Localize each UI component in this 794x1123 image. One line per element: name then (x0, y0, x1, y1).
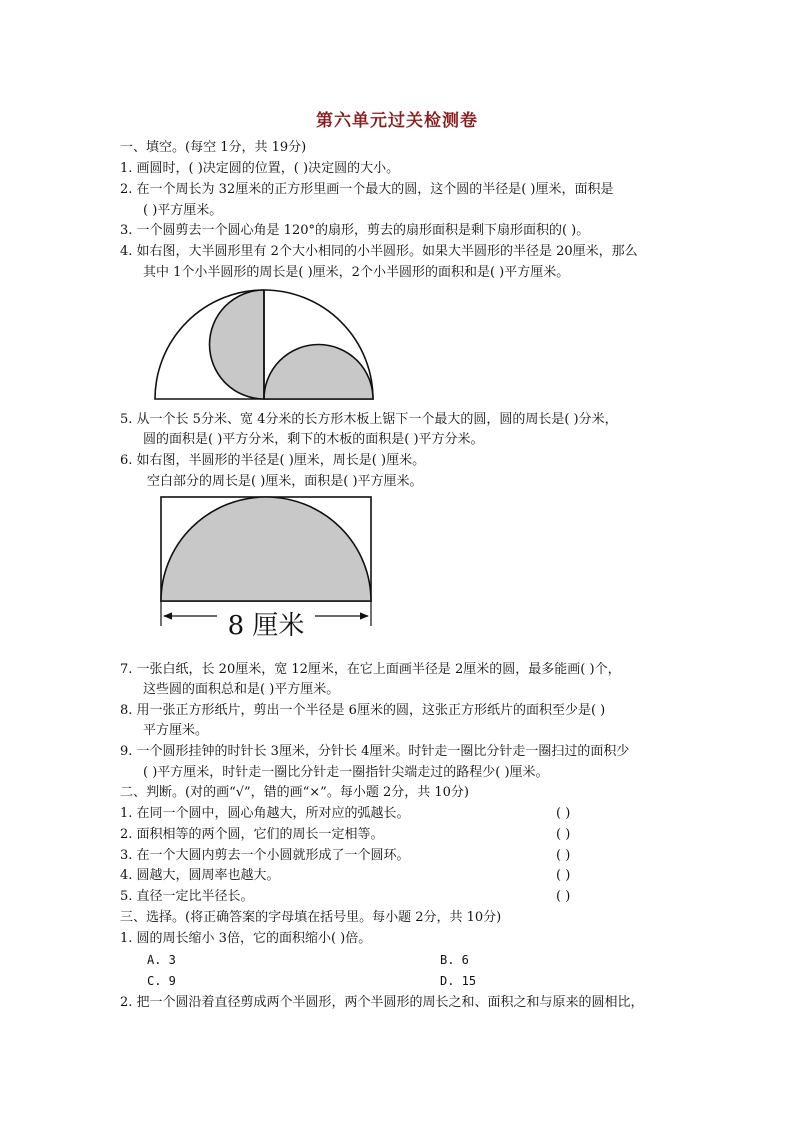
judgement-answer-5: ( ) (556, 889, 571, 904)
figure-q4-semicircles (150, 285, 380, 405)
choice-option-a: A. 3 (147, 953, 176, 967)
question-1-2-line1: 2. 在一个周长为 32厘米的正方形里画一个最大的圆，这个圆的半径是( )厘米，面积是 (120, 182, 614, 197)
choice-question-2: 2. 把一个圆沿着直径剪成两个半圆形，两个半圆形的周长之和、面积之和与原来的圆相比， (120, 995, 644, 1010)
question-1-7-line2: 这些圆的面积总和是( )平方厘米。 (143, 682, 340, 697)
choice-option-d: D. 15 (440, 974, 477, 988)
figure-q6-dimension-label: 8 厘米 (227, 611, 305, 641)
judgement-answer-1: ( ) (556, 806, 571, 821)
question-1-6-line1: 6. 如右图，半圆形的半径是( )厘米，周长是( )厘米。 (120, 453, 426, 468)
question-1-5-line1: 5. 从一个长 5分米、宽 4分米的长方形木板上锯下一个最大的圆，圆的周长是( )分米， (120, 412, 618, 427)
question-1-8-line2: 平方厘米。 (143, 723, 209, 738)
question-1-4-line2: 其中 1个小半圆形的周长是( )厘米，2个小半圆形的面积和是( )平方厘米。 (143, 265, 570, 280)
judgement-item-5: 5. 直径一定比半径长。 (120, 889, 254, 904)
question-1-6-line2: 空白部分的周长是( )厘米，面积是( )平方厘米。 (147, 474, 423, 489)
question-1-3: 3. 一个圆剪去一个圆心角是 120°的扇形，剪去的扇形面积是剩下扇形面积的( )。 (120, 223, 590, 238)
question-1-5-line2: 圆的面积是( )平方分米，剩下的木板的面积是( )平方分米。 (143, 432, 484, 447)
judgement-answer-2: ( ) (556, 827, 571, 842)
question-1-7-line1: 7. 一张白纸，长 20厘米，宽 12厘米，在它上面画半径是 2厘米的圆，最多能画( )个， (120, 662, 621, 677)
section1-heading: 一、填空。(每空 1分，共 19分) (120, 140, 307, 155)
question-1-2-line2: ( )平方厘米。 (143, 203, 223, 218)
page-title: 第六单元过关检测卷 (316, 111, 478, 131)
question-1-9-line1: 9. 一个圆形挂钟的时针长 3厘米，分针长 4厘米。时针走一圈比分针走一圈扫过的面积少 (120, 744, 630, 759)
choice-option-b: B. 6 (440, 953, 469, 967)
question-1-8-line1: 8. 用一张正方形纸片，剪出一个半径是 6厘米的圆，这张正方形纸片的面积至少是( ) (120, 703, 606, 718)
question-1-4-line1: 4. 如右图，大半圆形里有 2个大小相同的小半圆形。如果大半圆形的半径是 20厘米，那么 (120, 244, 638, 259)
question-1-1: 1. 画圆时，( )决定圆的位置，( )决定圆的大小。 (120, 161, 400, 176)
section2-heading: 二、判断。(对的画“√”，错的画“×”。每小题 2分，共 10分) (120, 785, 469, 800)
judgement-answer-4: ( ) (556, 868, 571, 883)
judgement-answer-3: ( ) (556, 848, 571, 863)
judgement-item-3: 3. 在一个大圆内剪去一个小圆就形成了一个圆环。 (120, 848, 410, 863)
judgement-item-1: 1. 在同一个圆中，圆心角越大，所对应的弧越长。 (120, 806, 410, 821)
judgement-item-2: 2. 面积相等的两个圆，它们的周长一定相等。 (120, 827, 384, 842)
figure-q6-semicircle (155, 492, 379, 642)
choice-option-c: C. 9 (147, 974, 176, 988)
judgement-item-4: 4. 圆越大，圆周率也越大。 (120, 868, 280, 883)
section3-heading: 三、选择。(将正确答案的字母填在括号里。每小题 2分，共 10分) (120, 910, 502, 925)
choice-question-1: 1. 圆的周长缩小 3倍，它的面积缩小( )倍。 (120, 931, 372, 946)
question-1-9-line2: ( )平方厘米，时针走一圈比分针走一圈指针尖端走过的路程少( )厘米。 (143, 765, 549, 780)
